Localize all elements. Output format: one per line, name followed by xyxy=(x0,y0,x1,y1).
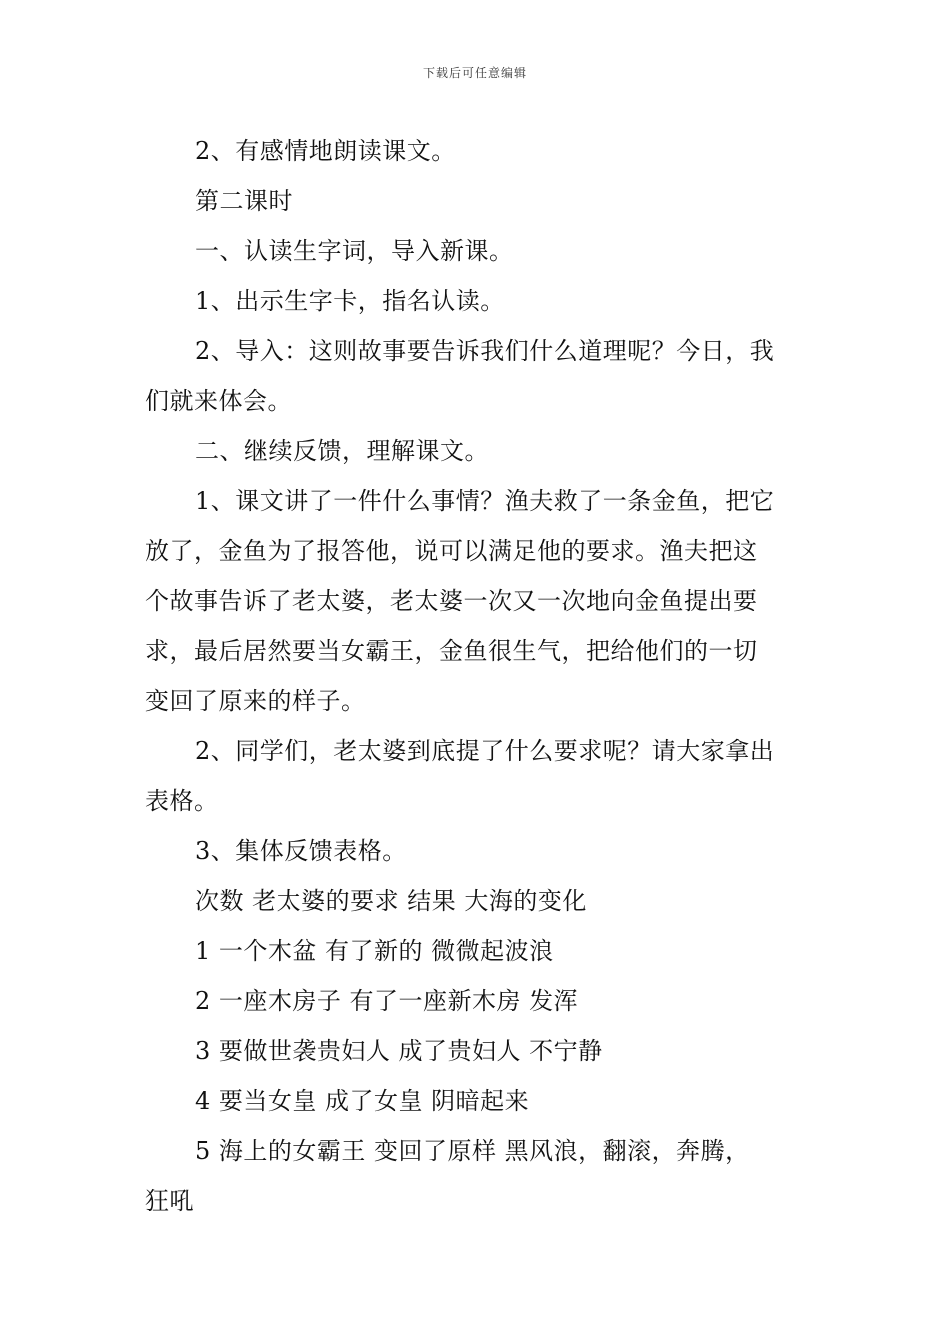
page-header: 下载后可任意编辑 xyxy=(422,66,527,80)
paragraph-line: 放了，金鱼为了报答他，说可以满足他的要求。渔夫把这 xyxy=(145,537,758,565)
paragraph-line: 一、认读生字词，导入新课。 xyxy=(195,237,514,265)
paragraph-line: 1、课文讲了一件什么事情？渔夫救了一条金鱼，把它 xyxy=(195,487,775,515)
table-row-line: 3 要做世袭贵妇人 成了贵妇人 不宁静 xyxy=(195,1037,603,1065)
paragraph-line: 个故事告诉了老太婆，老太婆一次又一次地向金鱼提出要 xyxy=(145,587,758,615)
paragraph-line: 们就来体会。 xyxy=(145,387,292,415)
document-body xyxy=(145,126,810,1226)
table-header-line: 次数 老太婆的要求 结果 大海的变化 xyxy=(195,887,587,915)
section-title: 第二课时 xyxy=(195,187,293,215)
paragraph-line: 2、有感情地朗读课文。 xyxy=(195,137,456,165)
paragraph-line: 二、继续反馈，理解课文。 xyxy=(195,437,489,465)
table-row-line: 4 要当女皇 成了女皇 阴暗起来 xyxy=(195,1087,530,1115)
paragraph-line: 3、集体反馈表格。 xyxy=(195,837,407,865)
paragraph-line: 变回了原来的样子。 xyxy=(145,687,366,715)
table-row-line: 狂吼 xyxy=(145,1187,194,1215)
paragraph-line: 2、导入：这则故事要告诉我们什么道理呢？今日，我 xyxy=(195,337,775,365)
table-row-line: 2 一座木房子 有了一座新木房 发浑 xyxy=(195,987,579,1015)
table-row-line: 5 海上的女霸王 变回了原样 黑风浪，翻滚，奔腾， xyxy=(195,1137,750,1165)
paragraph-line: 表格。 xyxy=(145,787,219,815)
table-row-line: 1 一个木盆 有了新的 微微起波浪 xyxy=(195,937,554,965)
paragraph-line: 求，最后居然要当女霸王，金鱼很生气，把给他们的一切 xyxy=(145,637,758,665)
paragraph-line: 1、出示生字卡，指名认读。 xyxy=(195,287,505,315)
paragraph-line: 2、同学们，老太婆到底提了什么要求呢？请大家拿出 xyxy=(195,737,775,765)
